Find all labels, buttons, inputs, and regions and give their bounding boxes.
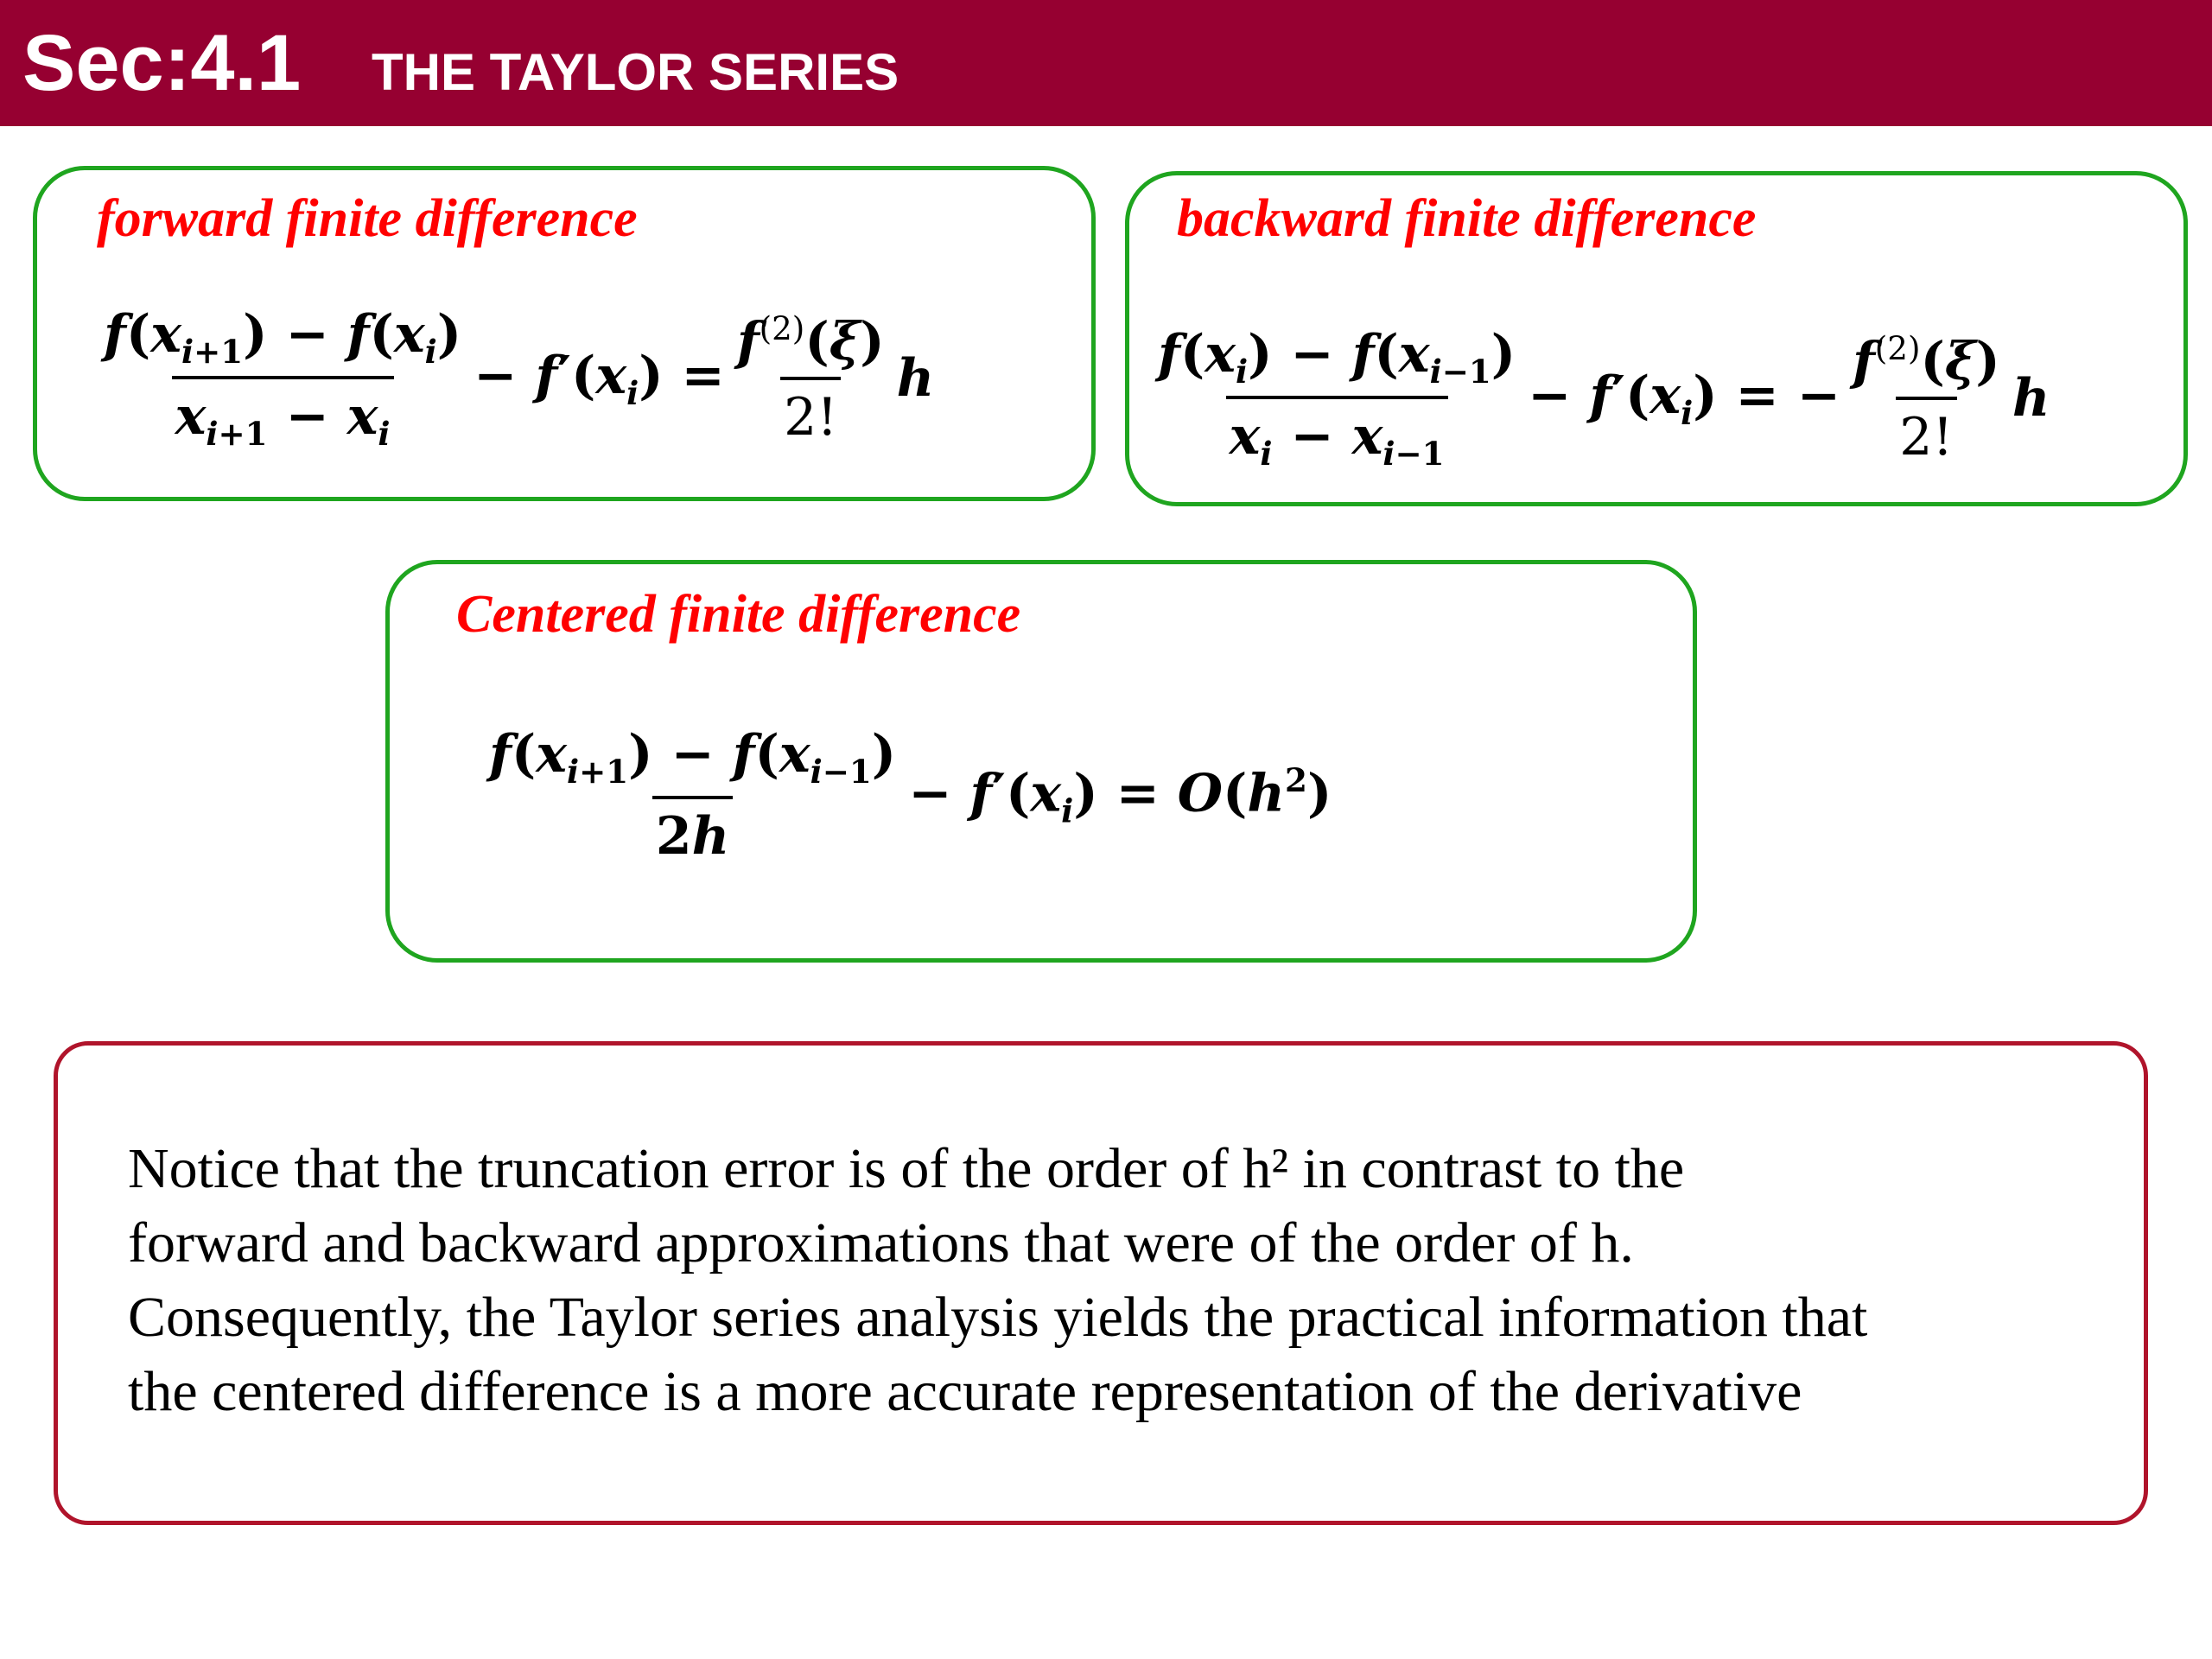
centered-difference-formula: $\frac{f(x_{i+1}) - f(x_{i-1})}{2h}$ − $f'(x_i) = O(h^2)$ <box>477 724 1332 867</box>
header-bar <box>0 0 2212 126</box>
forward-difference-label: forward finite difference <box>97 189 638 248</box>
forward-difference-formula: $\frac{f(x_{i+1}) - f(x_i)}{x_{i+1} - x_i}$ − $f'(x_i)$ = $\frac{f^{(2)}(\xi)}{2!}$ h <box>92 304 934 453</box>
centered-difference-quotient: $\frac{f(x_{i+1}) - f(x_{i-1})}{2h}$ <box>489 724 897 868</box>
note-text <box>128 1132 2115 1429</box>
backward-error-term: $\frac{f^{(2)}(\xi)}{2!}$ <box>1852 328 2000 468</box>
note-line: Notice that the truncation error is of the order of h² in contrast to the <box>128 1137 1685 1200</box>
note-line: Consequently, the Taylor series analysis yields the practical information that <box>128 1286 1868 1349</box>
backward-difference-quotient: $\frac{f(x_i) - f(x_{i-1})}{x_i - x_{i-1}}$ <box>1158 324 1516 474</box>
note-line: the centered difference is a more accurate representation of the derivative <box>128 1360 1802 1423</box>
backward-difference-label: backward finite difference <box>1177 189 1757 248</box>
section-number: Sec:4.1 <box>22 19 302 107</box>
forward-difference-quotient: $\frac{f(x_{i+1}) - f(x_i)}{x_{i+1} - x_i}$ <box>104 304 462 454</box>
note-line: forward and backward approximations that were of the order of h. <box>128 1211 1634 1274</box>
centered-difference-label: Centered finite difference <box>456 585 1021 644</box>
page-title: THE TAYLOR SERIES <box>372 43 899 101</box>
backward-difference-formula: $\frac{f(x_i) - f(x_{i-1})}{x_i - x_{i-1}}$ − $f'(x_i)$ = − $\frac{f^{(2)}(\xi)}{2!}$ h <box>1146 324 2050 473</box>
forward-error-term: $\frac{f^{(2)}(\xi)}{2!}$ <box>736 308 885 448</box>
